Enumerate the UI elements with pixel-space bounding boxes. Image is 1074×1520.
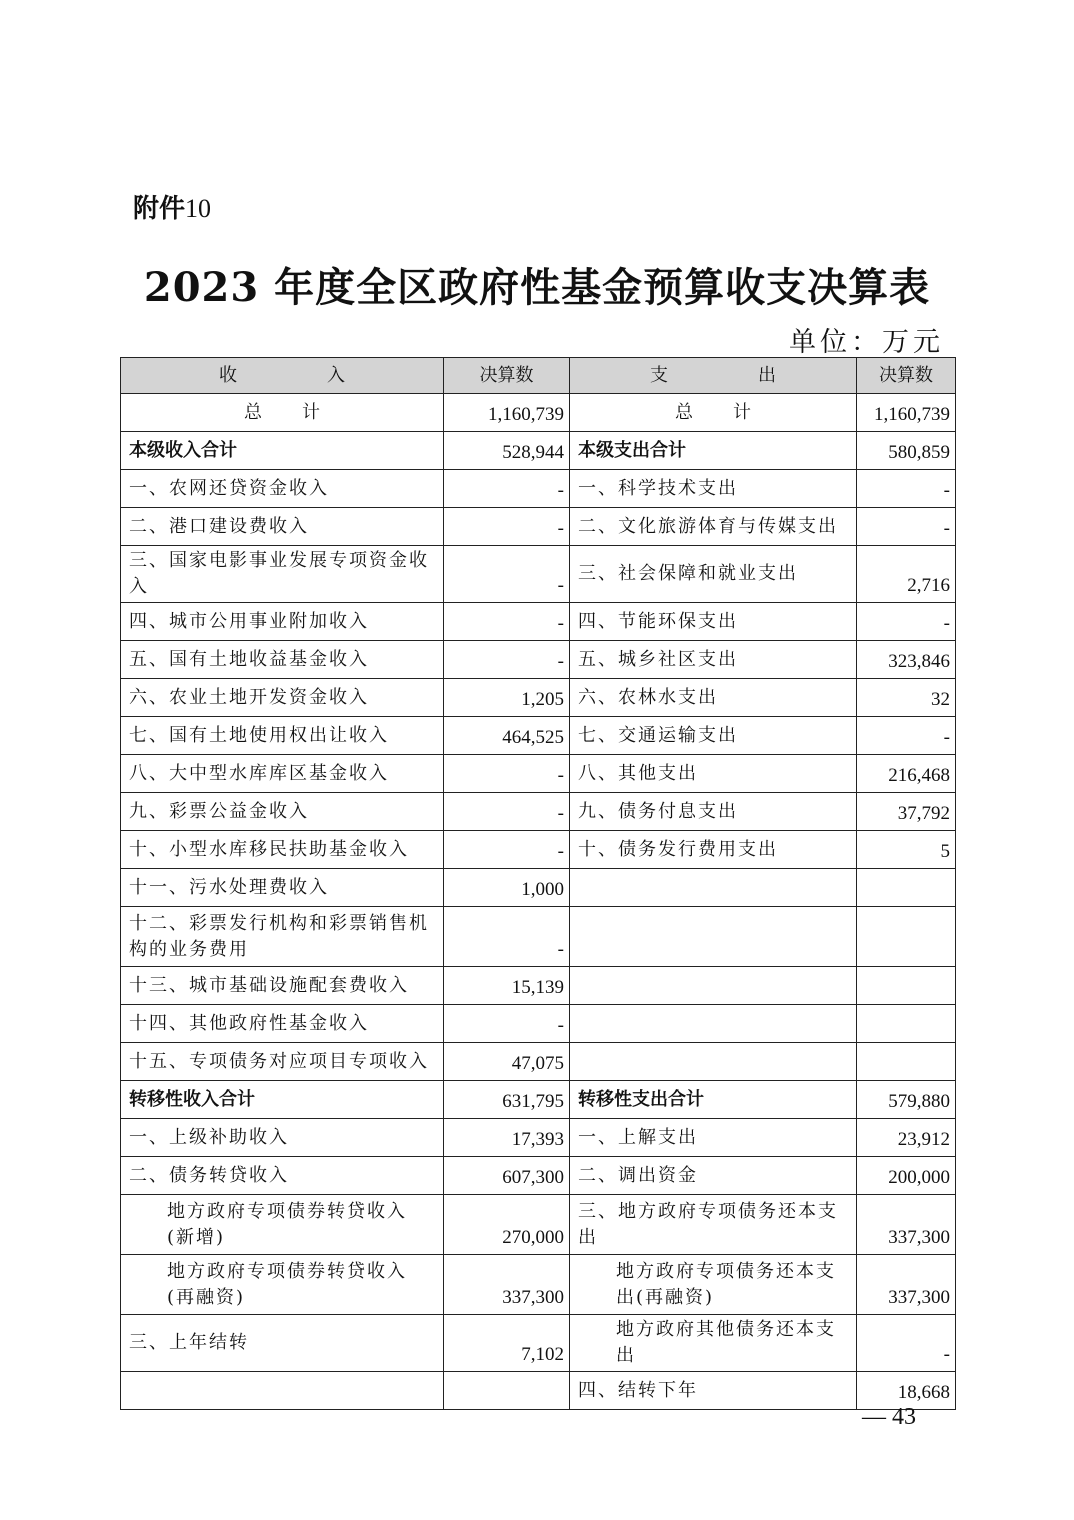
attachment-label: [133, 188, 211, 225]
income-amount: 607,300: [444, 1157, 570, 1195]
expense-amount: -: [857, 1315, 956, 1372]
total-expense-amount: 1,160,739: [857, 394, 956, 432]
expense-amount: 337,300: [857, 1195, 956, 1255]
expense-item: 本级支出合计: [570, 432, 857, 470]
total-row: [121, 394, 956, 432]
expense-amount: 579,880: [857, 1081, 956, 1119]
table-row: [121, 508, 956, 546]
expense-item: 八、其他支出: [570, 755, 857, 793]
total-expense-label-left: 总: [675, 401, 693, 423]
income-amount: [444, 1372, 570, 1410]
total-expense-label: [570, 394, 857, 432]
expense-amount: -: [857, 508, 956, 546]
table-row: [121, 603, 956, 641]
total-income-label: [121, 394, 444, 432]
expense-item: 一、上解支出: [570, 1119, 857, 1157]
total-expense-label-right: 计: [733, 401, 751, 423]
income-amount: 17,393: [444, 1119, 570, 1157]
expense-item: 地方政府其他债务还本支出: [570, 1315, 857, 1372]
header-income-amount: 决算数: [444, 358, 570, 394]
expense-item: 三、社会保障和就业支出: [570, 546, 857, 603]
table-row: [121, 1255, 956, 1315]
income-item: [121, 1372, 444, 1410]
expense-amount: 323,846: [857, 641, 956, 679]
table-row: [121, 793, 956, 831]
income-item: 十三、城市基础设施配套费收入: [121, 967, 444, 1005]
income-amount: 15,139: [444, 967, 570, 1005]
expense-item: [570, 907, 857, 967]
table-row: [121, 1081, 956, 1119]
expense-item: 四、结转下年: [570, 1372, 857, 1410]
income-item: 本级收入合计: [121, 432, 444, 470]
income-amount: -: [444, 831, 570, 869]
expense-amount: 5: [857, 831, 956, 869]
expense-item: 一、科学技术支出: [570, 470, 857, 508]
expense-amount: 216,468: [857, 755, 956, 793]
expense-item: 地方政府专项债务还本支出(再融资): [570, 1255, 857, 1315]
table-row: [121, 831, 956, 869]
expense-amount: 337,300: [857, 1255, 956, 1315]
income-item: 五、国有土地收益基金收入: [121, 641, 444, 679]
budget-table: [120, 357, 956, 1410]
income-item: 八、大中型水库库区基金收入: [121, 755, 444, 793]
income-item: 十一、污水处理费收入: [121, 869, 444, 907]
table-row: [121, 1195, 956, 1255]
expense-item: 七、交通运输支出: [570, 717, 857, 755]
expense-item: [570, 1005, 857, 1043]
expense-item: 六、农林水支出: [570, 679, 857, 717]
income-amount: 337,300: [444, 1255, 570, 1315]
income-item: 十四、其他政府性基金收入: [121, 1005, 444, 1043]
income-item: 十二、彩票发行机构和彩票销售机构的业务费用: [121, 907, 444, 967]
table-row: [121, 869, 956, 907]
expense-item: 九、债务付息支出: [570, 793, 857, 831]
income-amount: 270,000: [444, 1195, 570, 1255]
expense-item: [570, 1043, 857, 1081]
expense-amount: [857, 907, 956, 967]
income-amount: -: [444, 508, 570, 546]
income-amount: 464,525: [444, 717, 570, 755]
table-row: [121, 546, 956, 603]
income-item: 转移性收入合计: [121, 1081, 444, 1119]
table-row: [121, 717, 956, 755]
income-item: 二、港口建设费收入: [121, 508, 444, 546]
table-row: [121, 967, 956, 1005]
income-amount: -: [444, 641, 570, 679]
expense-item: 二、文化旅游体育与传媒支出: [570, 508, 857, 546]
income-amount: -: [444, 470, 570, 508]
header-income-left: 收: [219, 364, 237, 386]
expense-item: [570, 869, 857, 907]
income-amount: 47,075: [444, 1043, 570, 1081]
header-expense: [570, 358, 857, 394]
table-row: [121, 755, 956, 793]
expense-item: 转移性支出合计: [570, 1081, 857, 1119]
income-amount: 1,000: [444, 869, 570, 907]
total-income-amount: 1,160,739: [444, 394, 570, 432]
header-expense-left: 支: [650, 364, 668, 386]
expense-amount: 37,792: [857, 793, 956, 831]
income-amount: 1,205: [444, 679, 570, 717]
header-expense-right: 出: [758, 364, 776, 386]
table-row: [121, 1043, 956, 1081]
page-number: — 43: [862, 1404, 916, 1430]
income-item: 十五、专项债务对应项目专项收入: [121, 1043, 444, 1081]
header-income: [121, 358, 444, 394]
expense-amount: -: [857, 603, 956, 641]
income-amount: -: [444, 546, 570, 603]
income-amount: 631,795: [444, 1081, 570, 1119]
table-row: [121, 1315, 956, 1372]
income-item: 四、城市公用事业附加收入: [121, 603, 444, 641]
income-amount: -: [444, 603, 570, 641]
expense-amount: 32: [857, 679, 956, 717]
expense-amount: [857, 869, 956, 907]
expense-amount: 580,859: [857, 432, 956, 470]
table-row: [121, 470, 956, 508]
income-item: 二、债务转贷收入: [121, 1157, 444, 1195]
income-amount: 7,102: [444, 1315, 570, 1372]
expense-item: 五、城乡社区支出: [570, 641, 857, 679]
expense-amount: [857, 1005, 956, 1043]
table-row: [121, 432, 956, 470]
income-amount: -: [444, 907, 570, 967]
expense-item: 四、节能环保支出: [570, 603, 857, 641]
unit-label: 单位：万元: [789, 327, 944, 358]
income-amount: 528,944: [444, 432, 570, 470]
table-row: [121, 1005, 956, 1043]
income-item: 三、国家电影事业发展专项资金收入: [121, 546, 444, 603]
attachment-prefix: 附件: [133, 194, 186, 224]
income-amount: -: [444, 755, 570, 793]
income-item: 七、国有土地使用权出让收入: [121, 717, 444, 755]
expense-amount: -: [857, 717, 956, 755]
expense-amount: 200,000: [857, 1157, 956, 1195]
income-item: 三、上年结转: [121, 1315, 444, 1372]
expense-amount: 2,716: [857, 546, 956, 603]
expense-amount: 23,912: [857, 1119, 956, 1157]
income-item: 一、农网还贷资金收入: [121, 470, 444, 508]
income-item: 六、农业土地开发资金收入: [121, 679, 444, 717]
income-amount: -: [444, 793, 570, 831]
expense-item: [570, 967, 857, 1005]
income-item: 地方政府专项债券转贷收入(再融资): [121, 1255, 444, 1315]
table-row: [121, 1119, 956, 1157]
expense-amount: [857, 1043, 956, 1081]
table-row: [121, 907, 956, 967]
income-amount: -: [444, 1005, 570, 1043]
table-row: [121, 1157, 956, 1195]
expense-item: 三、地方政府专项债务还本支出: [570, 1195, 857, 1255]
income-item: 地方政府专项债券转贷收入(新增): [121, 1195, 444, 1255]
expense-amount: -: [857, 470, 956, 508]
income-item: 十、小型水库移民扶助基金收入: [121, 831, 444, 869]
expense-amount: 18,668: [857, 1372, 956, 1410]
header-row: [121, 358, 956, 394]
header-expense-amount: 决算数: [857, 358, 956, 394]
table-row: [121, 1372, 956, 1410]
expense-amount: [857, 967, 956, 1005]
expense-item: 十、债务发行费用支出: [570, 831, 857, 869]
income-item: 一、上级补助收入: [121, 1119, 444, 1157]
total-income-label-right: 计: [302, 401, 320, 423]
income-item: 九、彩票公益金收入: [121, 793, 444, 831]
total-income-label-left: 总: [244, 401, 262, 423]
table-row: [121, 641, 956, 679]
attachment-number: 10: [185, 194, 212, 223]
page-title: 2023 年度全区政府性基金预算收支决算表: [143, 264, 931, 311]
table-row: [121, 679, 956, 717]
header-income-right: 入: [327, 364, 345, 386]
expense-item: 二、调出资金: [570, 1157, 857, 1195]
